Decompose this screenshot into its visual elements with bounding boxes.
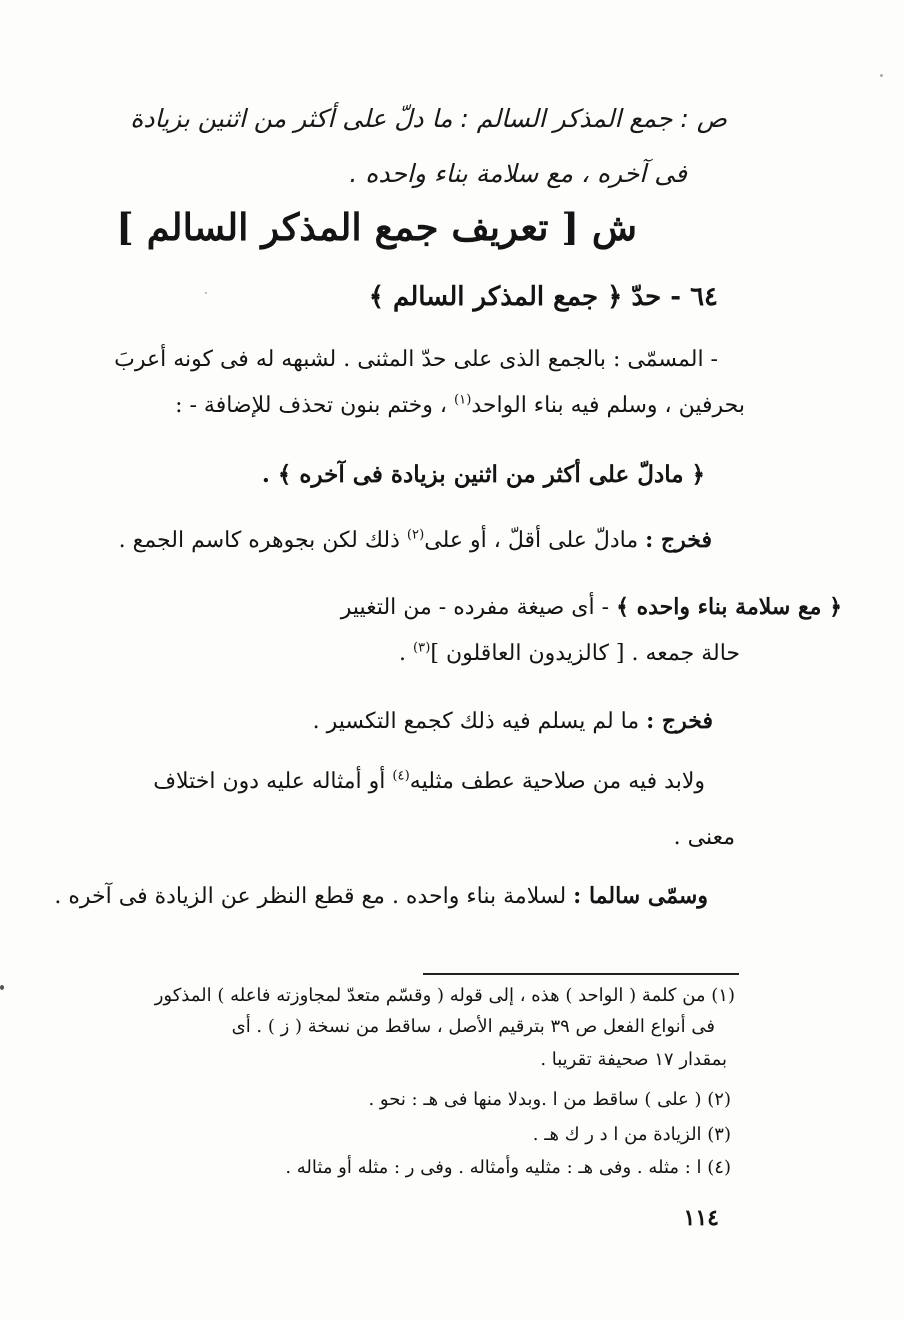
kharaja-1 bbox=[119, 527, 712, 553]
footnote-ref-4[interactable]: (٤) bbox=[392, 768, 410, 784]
kharaja-1-text-b: ذلك لكن بجوهره كاسم الجمع . bbox=[118, 528, 407, 553]
footnote-ref-2[interactable]: (٢) bbox=[406, 527, 425, 543]
footnote-ref-1[interactable]: (١) bbox=[453, 392, 472, 408]
definition-2-line-2-text-a: حالة جمعه . [ كالزيدون العاقلون ] bbox=[430, 641, 740, 666]
paragraph-1-line-1: - المسمّى : بالجمع الذى على حدّ المثنى . لشبهه له فى كونه أعربَ bbox=[114, 347, 718, 372]
paragraph-5-line-1 bbox=[153, 769, 705, 794]
kharaja-2 bbox=[313, 708, 713, 734]
kharaja-2-label: فخرج : bbox=[646, 708, 713, 734]
footnote-1-line-1: (١) من كلمة ( الواحد ) هذه ، إلى قوله ( وقسّم متعدّ لمجاوزته فاعله ) المذكور bbox=[154, 985, 735, 1006]
footnote-1-line-2: فى أنواع الفعل ص ٣٩ بترقيم الأصل ، ساقط من نسخة ( ز ) . أى bbox=[231, 1016, 715, 1037]
section-title: ش [ تعريف جمع المذكر السالم ] bbox=[116, 205, 637, 249]
footnote-ref-3[interactable]: (٣) bbox=[413, 640, 431, 656]
footnote-1-line-3: بمقدار ١٧ صحيفة تقريبا . bbox=[540, 1049, 727, 1070]
paragraph-5-text-b: أو أمثاله عليه دون اختلاف bbox=[153, 769, 393, 794]
paragraph-6-label: وسمّى سالما : bbox=[573, 883, 708, 909]
paragraph-5-text-a: ولابد فيه من صلاحية عطف مثليه bbox=[409, 769, 705, 794]
page-number: ١١٤ bbox=[683, 1205, 719, 1231]
paragraph-1-line-2 bbox=[175, 393, 745, 418]
scan-speck bbox=[0, 985, 4, 990]
footnote-3: (٣) الزيادة من ا د ر ك هـ . bbox=[532, 1124, 731, 1145]
paragraph-5-line-2: معنى . bbox=[673, 825, 735, 850]
kharaja-1-text-a: مادلّ على أقلّ ، أو على bbox=[424, 528, 646, 553]
paragraph-6 bbox=[54, 883, 708, 909]
kharaja-2-text: ما لم يسلم فيه ذلك كجمع التكسير . bbox=[312, 709, 647, 734]
footnote-4: (٤) ا : مثله . وفى هـ : مثليه وأمثاله . وفى ر : مثله أو مثاله . bbox=[285, 1157, 731, 1178]
subheading: ٦٤ - حدّ ﴿ جمع المذكر السالم ﴾ bbox=[368, 282, 718, 312]
paragraph-1-line-2-text-a: بحرفين ، وسلم فيه بناء الواحد bbox=[471, 393, 745, 418]
definition-2-rest: - أى صيغة مفرده - من التغيير bbox=[340, 595, 617, 620]
footnote-2: (٢) ( على ) ساقط من ا .وبدلا منها فى هـ : نحو . bbox=[368, 1089, 731, 1110]
definition-2-bold: ﴿ مع سلامة بناء واحده ﴾ bbox=[616, 594, 842, 620]
kharaja-1-label: فخرج : bbox=[645, 527, 712, 553]
definition-1: ﴿ مادلّ على أكثر من اثنين بزيادة فى آخره ﴾ . bbox=[261, 461, 705, 488]
definition-2-line-2-text-b: . bbox=[399, 641, 414, 666]
definition-2-line-2 bbox=[399, 641, 740, 666]
scan-speck bbox=[880, 74, 883, 77]
definition-2-line-1 bbox=[341, 594, 842, 620]
matn-line-2: فى آخره ، مع سلامة بناء واحده . bbox=[349, 159, 687, 188]
scan-speck bbox=[205, 292, 207, 294]
paragraph-6-text: لسلامة بناء واحده . مع قطع النظر عن الزيادة فى آخره . bbox=[54, 884, 574, 909]
matn-line-1: ص : جمع المذكر السالم : ما دلّ على أكثر من اثنين بزيادة bbox=[130, 104, 727, 133]
paragraph-1-line-2-text-b: ، وختم بنون تحذف للإضافة - : bbox=[175, 393, 454, 418]
footnote-separator bbox=[423, 973, 739, 975]
